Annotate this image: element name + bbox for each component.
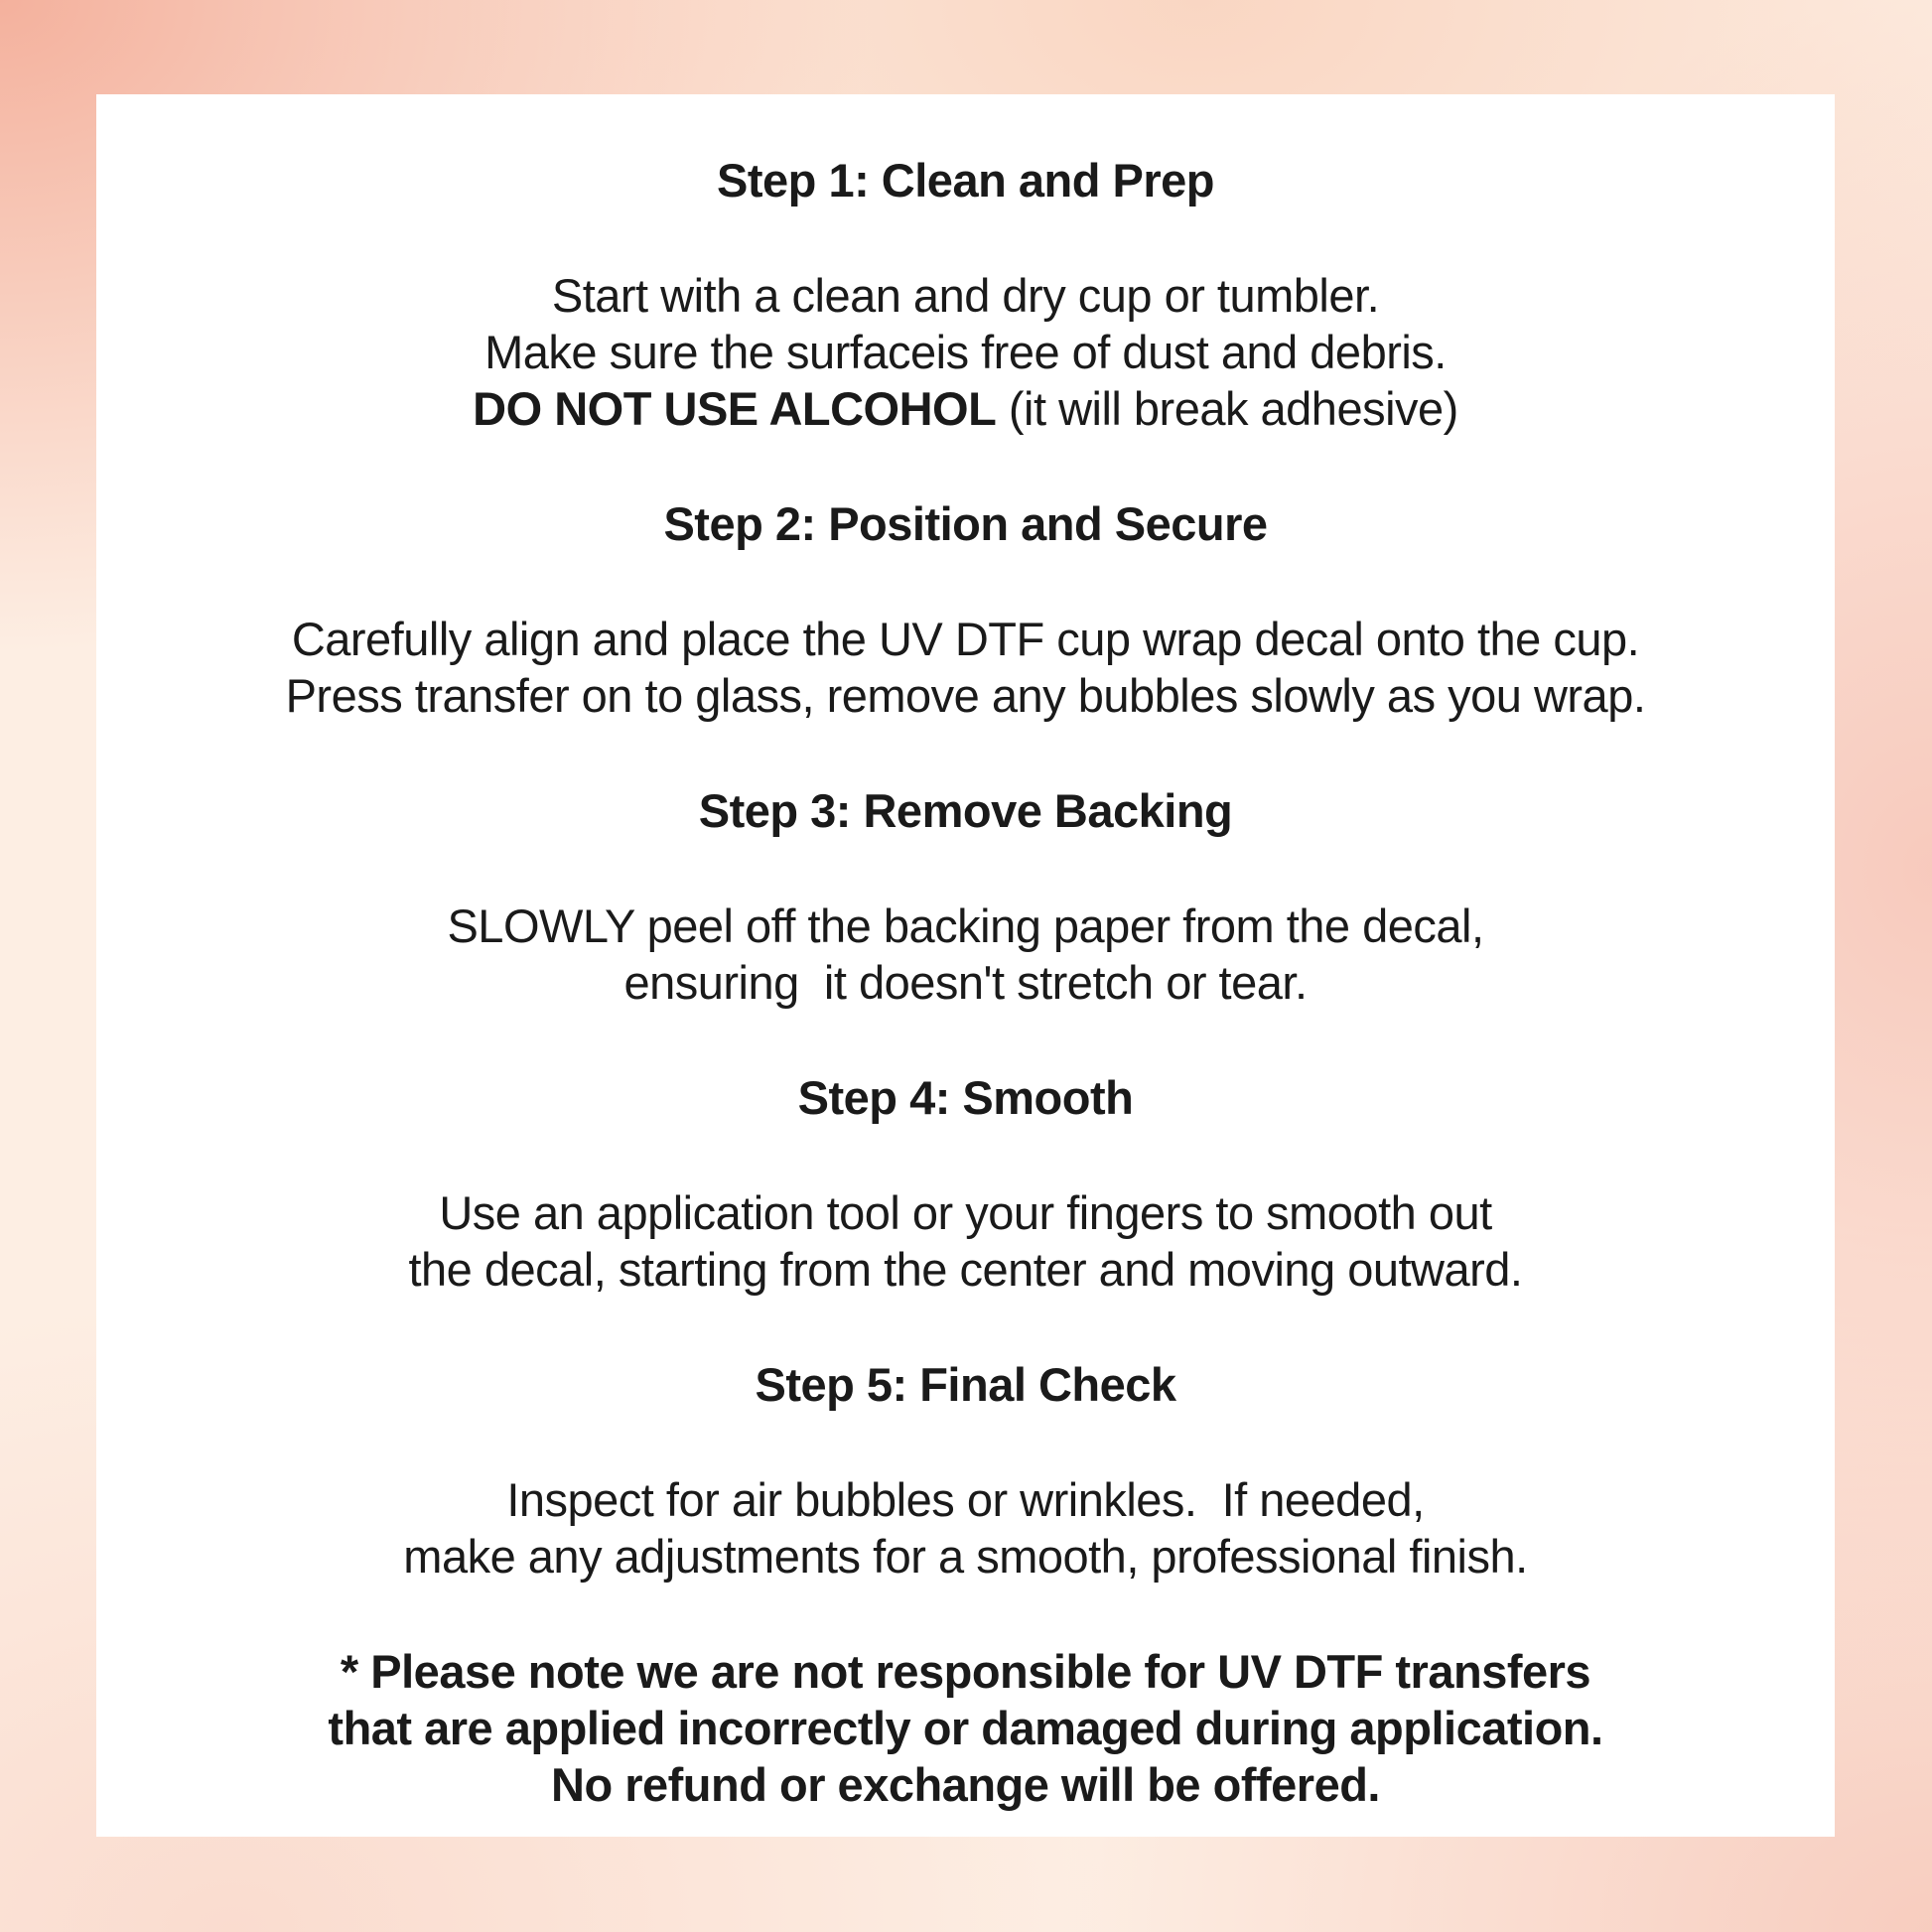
step-1-paragraph bbox=[134, 267, 1797, 437]
step-4-line-1: Use an application tool or your fingers to smooth out bbox=[439, 1186, 1492, 1239]
step-3-paragraph bbox=[134, 897, 1797, 1011]
step-5-line-1: Inspect for air bubbles or wrinkles. If needed, bbox=[506, 1473, 1425, 1526]
disclaimer bbox=[134, 1643, 1797, 1813]
step-5-line-2: make any adjustments for a smooth, professional finish. bbox=[403, 1530, 1528, 1583]
step-2-paragraph bbox=[134, 611, 1797, 724]
step-2-line-2: Press transfer on to glass, remove any bubbles slowly as you wrap. bbox=[285, 669, 1646, 722]
step-1-warning-rest: (it will break adhesive) bbox=[996, 382, 1458, 435]
disclaimer-line-2: that are applied incorrectly or damaged during application. bbox=[328, 1702, 1603, 1754]
step-3-line-1: SLOWLY peel off the backing paper from the decal, bbox=[447, 899, 1484, 952]
step-1-line-2: Make sure the surfaceis free of dust and debris. bbox=[484, 326, 1447, 378]
step-2-heading: Step 2: Position and Secure bbox=[663, 497, 1268, 550]
step-1-line-1: Start with a clean and dry cup or tumbler. bbox=[551, 269, 1380, 322]
step-1-warning-bold: DO NOT USE ALCOHOL bbox=[473, 382, 997, 435]
step-3-heading: Step 3: Remove Backing bbox=[698, 784, 1233, 837]
instruction-content bbox=[96, 94, 1835, 1837]
step-5-paragraph bbox=[134, 1471, 1797, 1585]
disclaimer-line-3: No refund or exchange will be offered. bbox=[551, 1758, 1380, 1811]
step-1-warning-line bbox=[134, 380, 1797, 437]
step-5-heading: Step 5: Final Check bbox=[755, 1358, 1176, 1411]
step-1-heading: Step 1: Clean and Prep bbox=[717, 154, 1214, 207]
step-3-line-2: ensuring it doesn't stretch or tear. bbox=[623, 956, 1308, 1009]
step-4-paragraph bbox=[134, 1184, 1797, 1298]
instruction-card bbox=[96, 94, 1835, 1837]
step-4-line-2: the decal, starting from the center and moving outward. bbox=[408, 1243, 1523, 1296]
disclaimer-line-1: * Please note we are not responsible for UV DTF transfers bbox=[340, 1645, 1591, 1698]
step-2-line-1: Carefully align and place the UV DTF cup wrap decal onto the cup. bbox=[291, 613, 1640, 665]
step-4-heading: Step 4: Smooth bbox=[797, 1071, 1134, 1124]
